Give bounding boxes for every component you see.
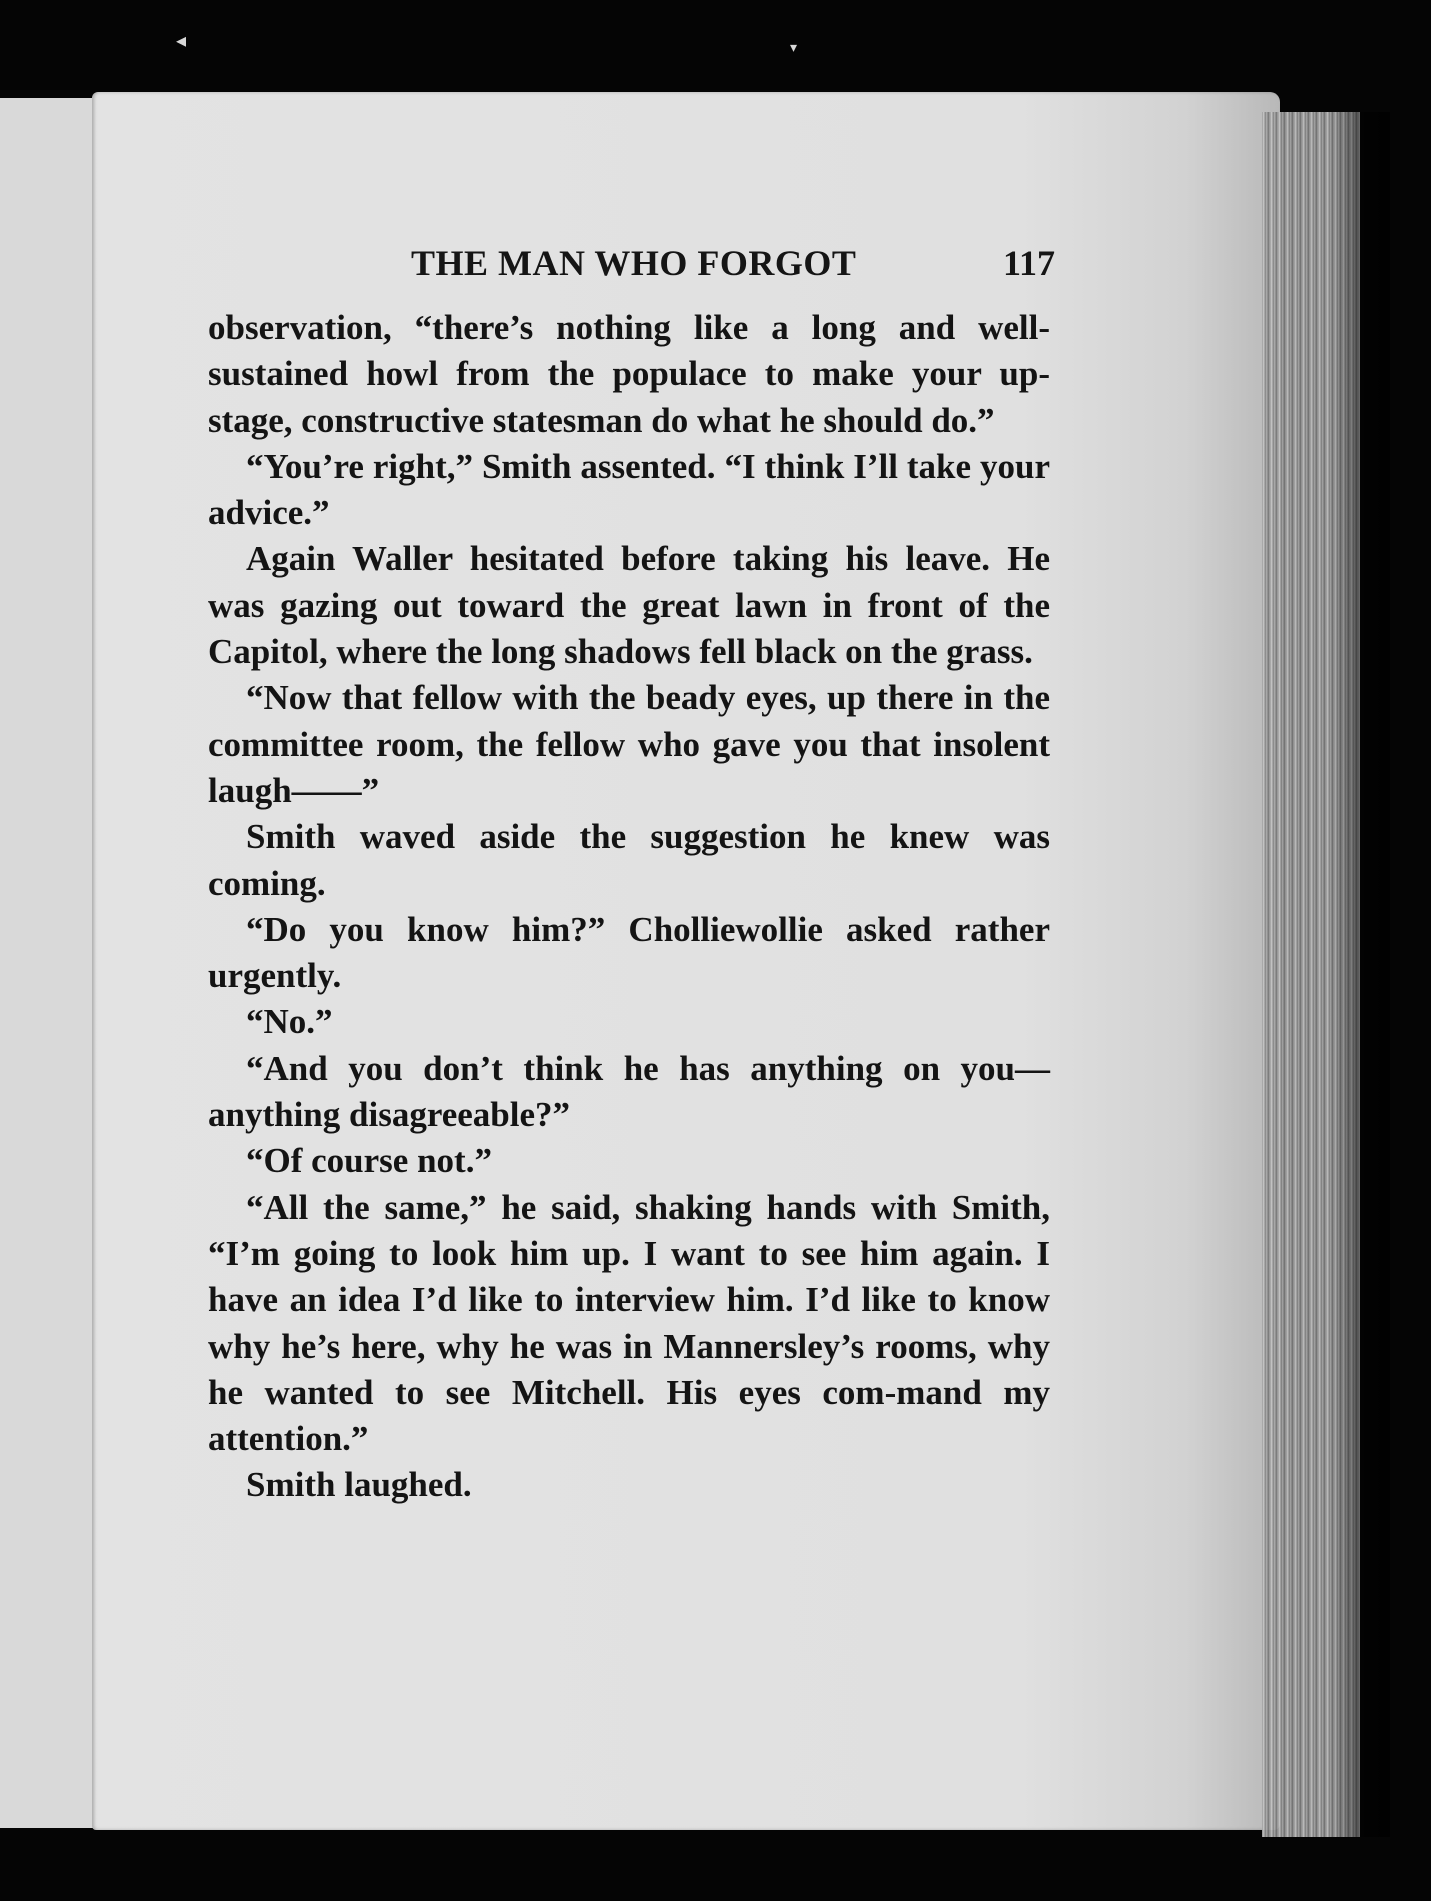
page-stack-shadow (1330, 112, 1390, 1837)
paragraph: Again Waller hesitated before taking his leave. He was gazing out toward the great lawn in front of the Capitol, where the long shadows fell black on the grass. (208, 539, 1050, 672)
paragraph: “And you don’t think he has anything on you—anything disagreeable?” (208, 1048, 1050, 1135)
page-number: 117 (1002, 243, 1055, 283)
running-title: THE MAN WHO FORGOT (411, 243, 857, 283)
running-header (215, 242, 1055, 292)
paragraph: “Now that fellow with the beady eyes, up there in the committee room, the fellow who gave you that insolent laugh——” (208, 678, 1050, 810)
paragraph: “All the same,” he said, shaking hands with Smith, “I’m going to look him up. I want to see him again. I have an idea I’d like to interview him. I’d like to know why he’s here, why he was in Mannersley’s rooms, why he wanted to see Mitchell. His eyes com-mand my attention.” (208, 1187, 1050, 1459)
paragraph: observation, “there’s nothing like a long and well-sustained howl from the populace to make your up-stage, constructive statesman do what he should do.” (208, 308, 1050, 440)
scan-speck: ▾ (790, 40, 798, 56)
paragraph: Smith waved aside the suggestion he knew was coming. (208, 817, 1050, 903)
paragraph: “Do you know him?” Cholliewollie asked rather urgently. (208, 909, 1050, 996)
paragraph: “You’re right,” Smith assented. “I think I’ll take your advice.” (208, 446, 1050, 533)
paragraph: “No.” (246, 1002, 333, 1042)
body-text (208, 305, 1050, 1509)
paragraph: Smith laughed. (246, 1465, 472, 1505)
facing-page-edge (0, 98, 99, 1828)
paragraph: “Of course not.” (246, 1141, 492, 1181)
scan-speck: ◂ (176, 28, 187, 52)
